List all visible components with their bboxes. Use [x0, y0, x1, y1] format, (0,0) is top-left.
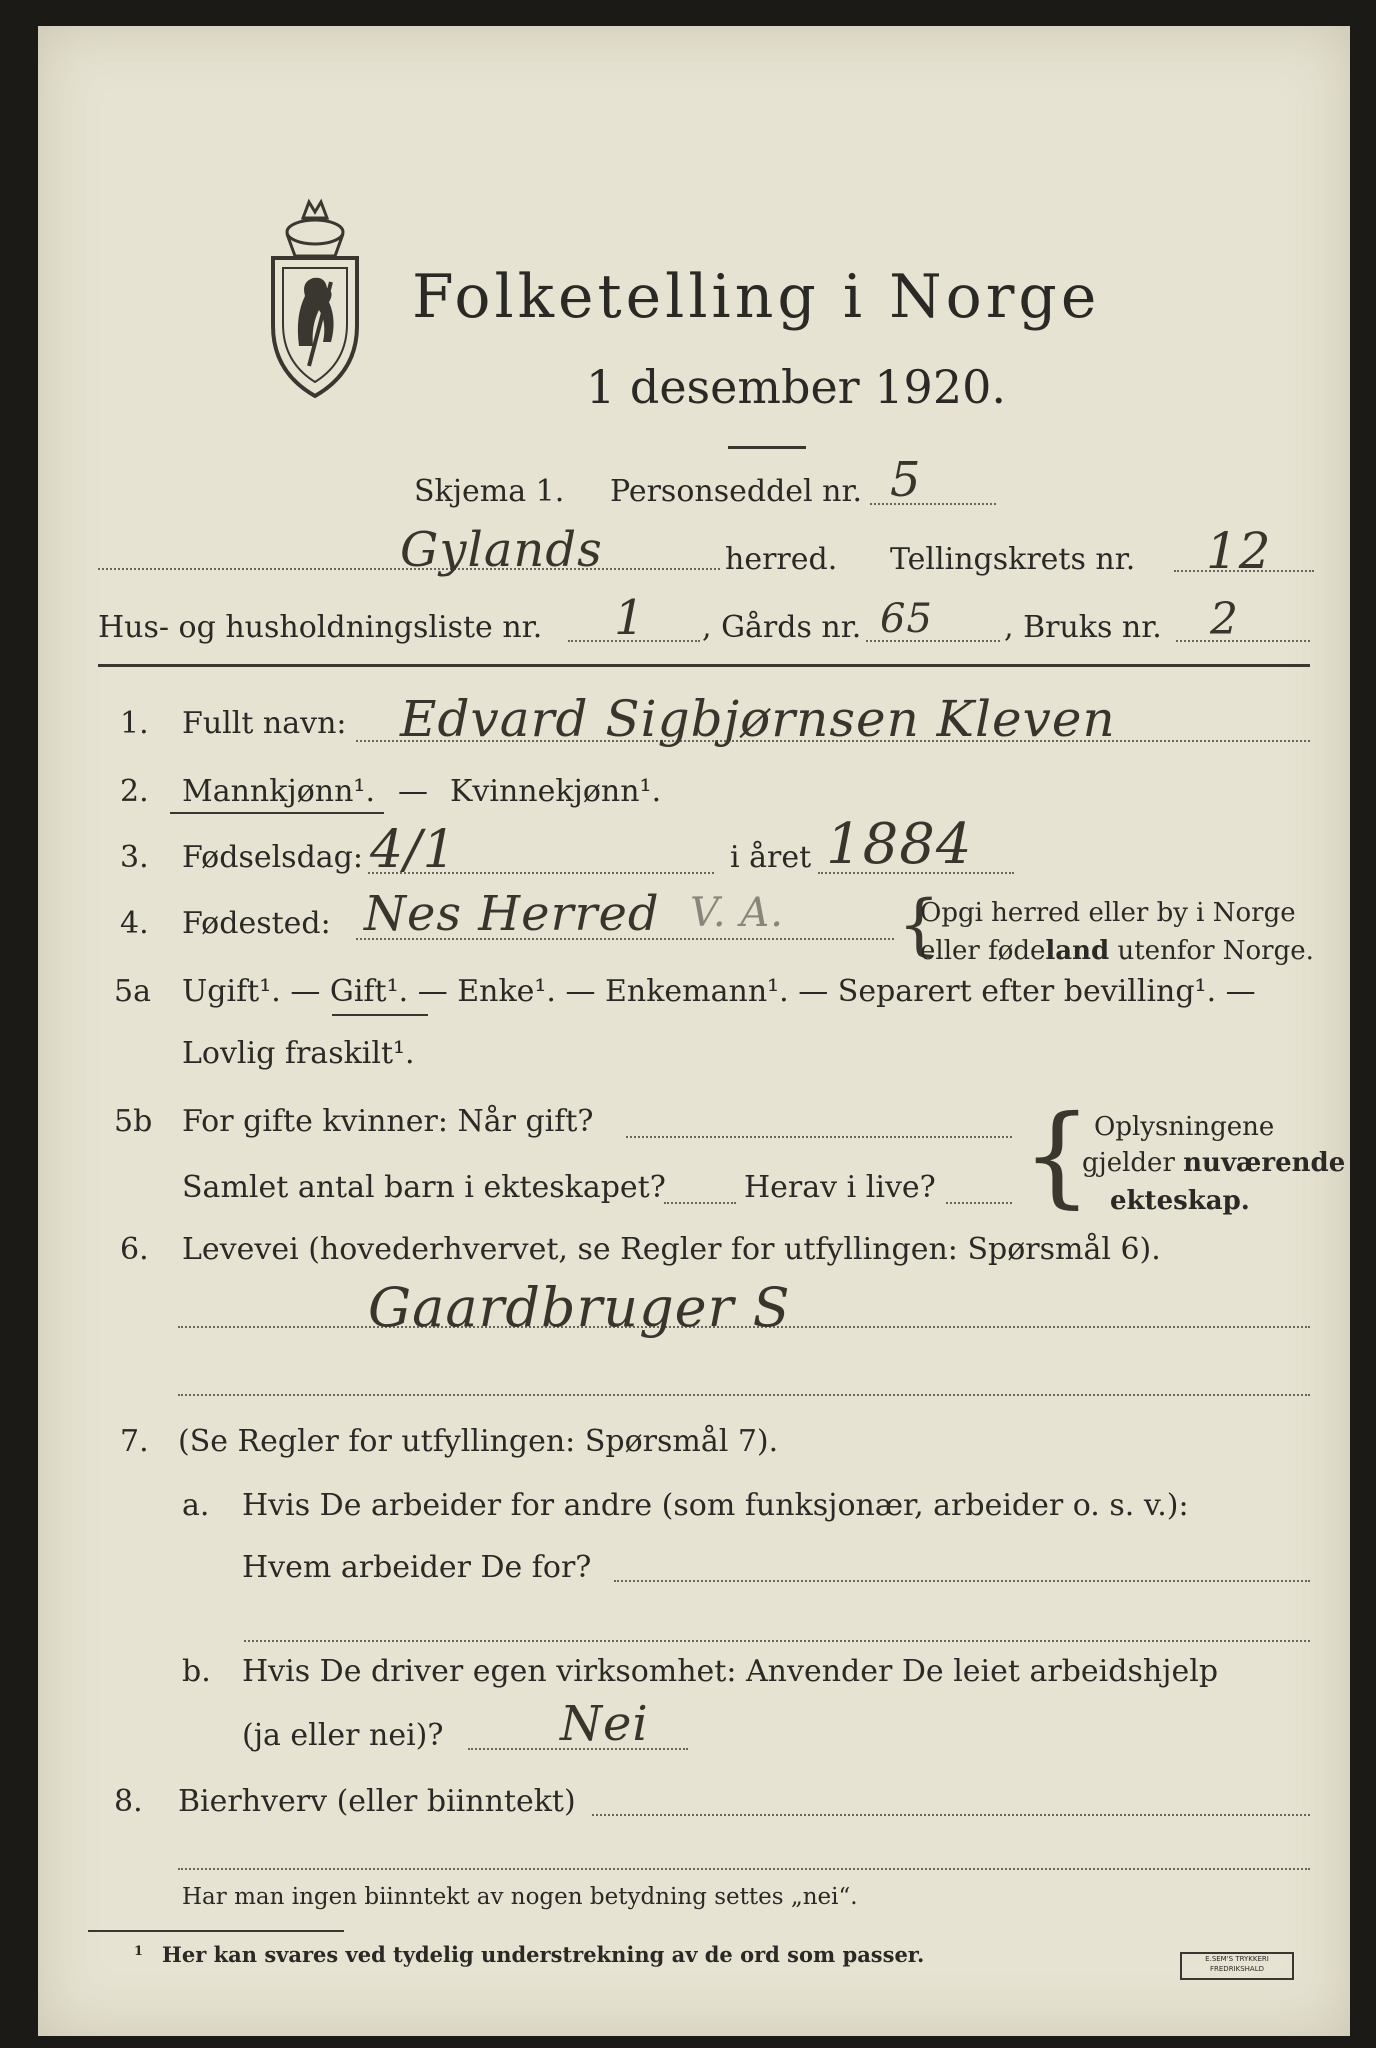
skjema-label: Skjema 1. — [414, 474, 565, 509]
q3-label: Fødselsdag: — [182, 840, 363, 875]
q4-number: 4. — [120, 906, 149, 941]
hus-value[interactable]: 1 — [614, 590, 646, 646]
q4-note-line1: Opgi herred eller by i Norge — [920, 898, 1296, 928]
tellingskrets-value[interactable]: 12 — [1206, 522, 1272, 580]
title-divider — [728, 446, 806, 449]
birth-year-label: i året — [730, 840, 812, 875]
gift-underline — [332, 1014, 428, 1016]
footer-note: Har man ingen biinntekt av nogen betydning settes „nei“. — [182, 1884, 858, 1910]
q7b-line2: (ja eller nei)? — [242, 1718, 444, 1753]
herred-value[interactable]: Gylands — [400, 522, 603, 578]
male-underline — [170, 812, 384, 814]
q7-label: (Se Regler for utfyllingen: Spørsmål 7). — [178, 1424, 779, 1459]
personseddel-line — [870, 503, 996, 505]
q5b-note2-b: nuværende — [1183, 1148, 1346, 1178]
q5b-children-label: Samlet antal barn i ekteskapet? — [182, 1170, 666, 1205]
q5b-brace: { — [1022, 1091, 1092, 1219]
form-title: Folketelling i Norge — [412, 262, 1101, 332]
q5b-note2-a: gjelder — [1082, 1148, 1184, 1178]
side-income-line-1 — [592, 1814, 1310, 1816]
children-alive-line — [946, 1202, 1012, 1204]
coat-of-arms-icon — [265, 196, 365, 400]
q7a-letter: a. — [182, 1488, 210, 1523]
q5b-note3: ekteskap. — [1110, 1186, 1250, 1216]
q7a-line2: Hvem arbeider De for? — [242, 1550, 592, 1585]
q5b-alive-label: Herav i live? — [744, 1170, 936, 1205]
footnote-mark: 1 — [134, 1944, 144, 1959]
q5b-married-label: For gifte kvinner: Når gift? — [182, 1104, 594, 1139]
employer-line-2 — [244, 1640, 1310, 1642]
q1-number: 1. — [120, 706, 149, 741]
sex-male-option[interactable]: Mannkjønn¹. — [182, 774, 375, 809]
q5b-note1: Oplysningene — [1094, 1112, 1275, 1142]
marital-status-options[interactable]: Ugift¹. — Gift¹. — Enke¹. — Enkemann¹. — Separert efter bevilling¹. — — [182, 974, 1256, 1009]
header-rule — [98, 664, 1310, 667]
gards-value[interactable]: 65 — [880, 596, 933, 642]
occupation-line-2 — [178, 1394, 1310, 1396]
bruks-line — [1176, 640, 1310, 642]
married-when-line — [626, 1136, 1012, 1138]
marital-status-options-2[interactable]: Lovlig fraskilt¹. — [182, 1036, 415, 1071]
q5a-number: 5a — [114, 974, 151, 1009]
q4-note-line2-a: eller føde — [920, 936, 1046, 966]
q7a-line1: Hvis De arbeider for andre (som funksjonær, arbeider o. s. v.): — [242, 1488, 1189, 1523]
footnote-rule — [88, 1930, 344, 1932]
sex-separator: — — [398, 774, 428, 809]
hired-help-value[interactable]: Nei — [560, 1696, 649, 1752]
herred-label: herred. — [725, 542, 838, 577]
birthplace-value[interactable]: Nes Herred — [364, 886, 660, 942]
q6-label: Levevei (hovederhvervet, se Regler for utfyllingen: Spørsmål 6). — [182, 1232, 1161, 1267]
q2-number: 2. — [120, 774, 149, 809]
hus-label: Hus- og husholdningsliste nr. — [98, 610, 543, 645]
q5b-number: 5b — [114, 1104, 153, 1139]
personseddel-label: Personseddel nr. — [610, 474, 863, 509]
employer-line-1 — [614, 1580, 1310, 1582]
q1-label: Fullt navn: — [182, 706, 347, 741]
birth-year-value[interactable]: 1884 — [826, 812, 973, 877]
sex-female-option[interactable]: Kvinnekjønn¹. — [450, 774, 662, 809]
children-total-line — [664, 1202, 736, 1204]
q7-number: 7. — [120, 1424, 149, 1459]
q4-note-line2-b: land — [1045, 936, 1110, 966]
q7b-letter: b. — [182, 1654, 211, 1689]
q6-number: 6. — [120, 1232, 149, 1267]
gards-label: , Gårds nr. — [702, 610, 862, 645]
q3-number: 3. — [120, 840, 149, 875]
census-date: 1 desember 1920. — [586, 360, 1006, 414]
side-income-line-2 — [178, 1868, 1310, 1870]
occupation-value[interactable]: Gaardbruger S — [368, 1276, 791, 1339]
q7b-line1: Hvis De driver egen virksomhet: Anvender De leiet arbeidshjelp — [242, 1654, 1219, 1689]
q4-brace: { — [898, 886, 940, 963]
printer-stamp: E.SEM'S TRYKKERI FREDRIKSHALD — [1180, 1952, 1294, 1980]
q4-note-line2-c: utenfor Norge. — [1109, 936, 1314, 966]
personseddel-value[interactable]: 5 — [890, 452, 922, 508]
q8-label: Bierhverv (eller biinntekt) — [178, 1784, 576, 1819]
bruks-value[interactable]: 2 — [1210, 594, 1239, 645]
bruks-label: , Bruks nr. — [1004, 610, 1162, 645]
q8-number: 8. — [114, 1784, 143, 1819]
birthday-value[interactable]: 4/1 — [370, 820, 457, 880]
birthplace-extra: V. A. — [690, 890, 784, 936]
q4-label: Fødested: — [182, 906, 331, 941]
footnote-text: Her kan svares ved tydelig understrekning av de ord som passer. — [162, 1942, 925, 1967]
tellingskrets-label: Tellingskrets nr. — [890, 542, 1136, 577]
full-name-value[interactable]: Edvard Sigbjørnsen Kleven — [400, 690, 1116, 748]
